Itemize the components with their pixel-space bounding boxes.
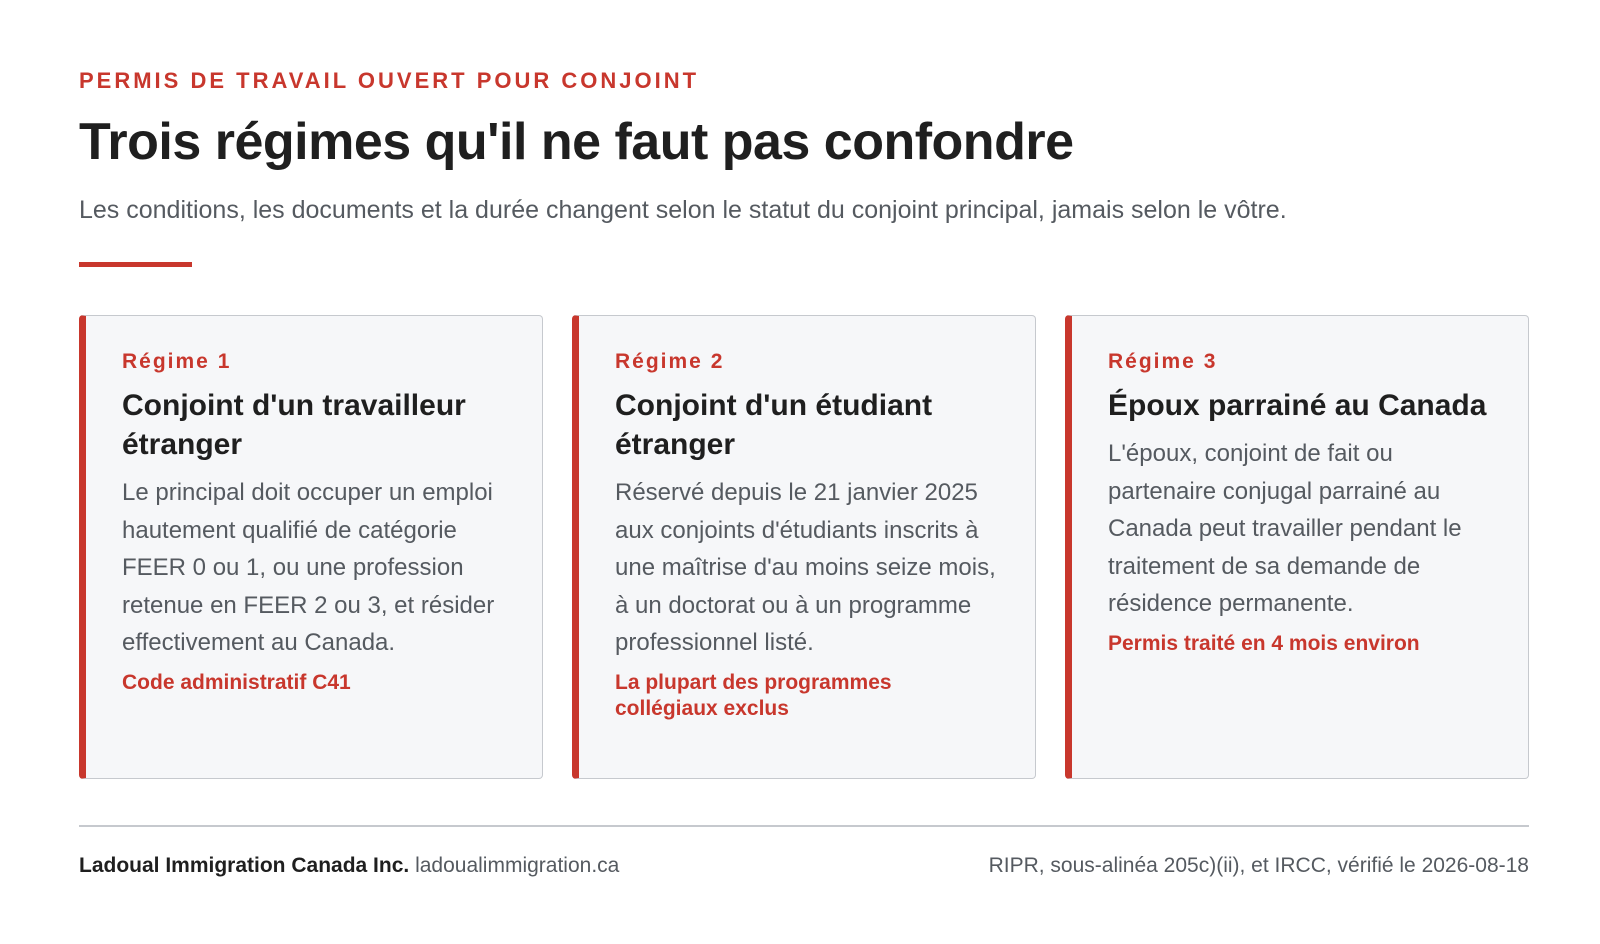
regime-card-2 [572, 315, 1036, 779]
accent-divider [79, 262, 192, 267]
page [79, 0, 1529, 944]
footer-website: ladoualimmigration.ca [415, 854, 620, 877]
regime-card-note: Code administratif C41 [122, 670, 351, 694]
regime-card-body: Réservé depuis le 21 janvier 2025 aux conjoints d'étudiants inscrits à une maîtrise d'au moins seize mois, à un doctorat ou à un programme professionnel listé. [615, 479, 996, 656]
regime-cards [79, 315, 1529, 779]
regime-card-tag: Régime 2 [615, 350, 725, 373]
regime-card-tag: Régime 1 [122, 350, 232, 373]
regime-card-title: Époux parrainé au Canada [1108, 389, 1487, 422]
regime-card-body: Le principal doit occuper un emploi hautement qualifié de catégorie FEER 0 ou 1, ou une profession retenue en FEER 2 ou 3, et résider effectivement au Canada. [122, 479, 495, 656]
footer-divider [79, 825, 1529, 827]
eyebrow-label: PERMIS DE TRAVAIL OUVERT POUR CONJOINT [79, 68, 700, 93]
regime-card-note: La plupart des programmes collégiaux exclus [615, 670, 892, 720]
regime-card-note: Permis traité en 4 mois environ [1108, 631, 1420, 655]
footer-source: RIPR, sous-alinéa 205c)(ii), et IRCC, vérifié le 2026-08-18 [988, 854, 1529, 877]
regime-card-3 [1065, 315, 1529, 779]
regime-card-tag: Régime 3 [1108, 350, 1218, 373]
regime-card-body: L'époux, conjoint de fait ou partenaire conjugal parrainé au Canada peut travailler pendant le traitement de sa demande de résidence permanente. [1108, 440, 1462, 617]
regime-card-title: Conjoint d'un travailleur étranger [122, 389, 466, 461]
footer-company-name: Ladoual Immigration Canada Inc. [79, 854, 410, 877]
regime-card-1 [79, 315, 543, 779]
regime-card-title: Conjoint d'un étudiant étranger [615, 389, 933, 461]
footer-credit [79, 854, 619, 878]
page-subtitle: Les conditions, les documents et la durée changent selon le statut du conjoint principal, jamais selon le vôtre. [79, 196, 1287, 224]
page-title: Trois régimes qu'il ne faut pas confondre [79, 113, 1074, 171]
